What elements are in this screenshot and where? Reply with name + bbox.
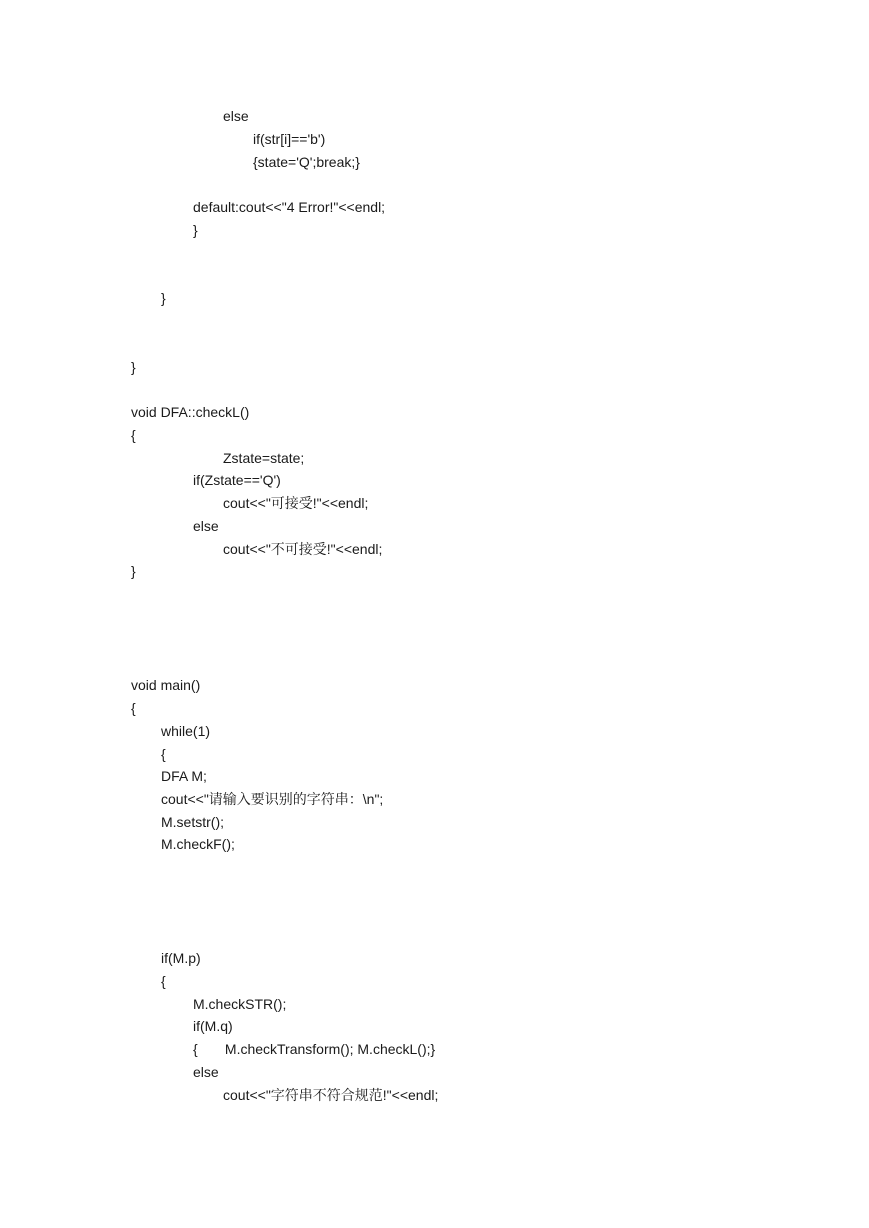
code-line: if(M.p) xyxy=(161,950,201,966)
code-line: void main() xyxy=(131,677,201,693)
code-line: } xyxy=(131,563,136,579)
code-line: } xyxy=(131,359,136,375)
code-line: } xyxy=(161,290,166,306)
code-line: while(1) xyxy=(161,723,211,739)
code-line: } xyxy=(193,222,198,238)
code-line: if(str[i]=='b') xyxy=(253,131,326,147)
code-line: { xyxy=(131,700,136,716)
code-line: { xyxy=(161,746,166,762)
code-line: Zstate=state; xyxy=(223,450,305,466)
code-line: M.setstr(); xyxy=(161,814,224,830)
code-line: cout<<"可接受!"<<endl; xyxy=(223,495,369,511)
code-line: if(M.q) xyxy=(193,1018,233,1034)
code-line: cout<<"字符串不符合规范!"<<endl; xyxy=(223,1087,439,1103)
code-line: cout<<"不可接受!"<<endl; xyxy=(223,541,383,557)
code-line: default:cout<<"4 Error!"<<endl; xyxy=(193,199,386,215)
code-line: M.checkF(); xyxy=(161,836,235,852)
code-line: { xyxy=(161,973,166,989)
code-line: cout<<"请输入要识别的字符串：\n"; xyxy=(161,791,384,807)
code-line: else xyxy=(223,108,249,124)
code-line: DFA M; xyxy=(161,768,207,784)
code-line: M.checkSTR(); xyxy=(193,996,287,1012)
code-line: { xyxy=(131,427,136,443)
code-line: { M.checkTransform(); M.checkL();} xyxy=(193,1041,436,1057)
code-line: else xyxy=(193,1064,219,1080)
code-line: else xyxy=(193,518,219,534)
code-line: {state='Q';break;} xyxy=(253,154,360,170)
code-line: void DFA::checkL() xyxy=(131,404,250,420)
code-line: if(Zstate=='Q') xyxy=(193,472,281,488)
